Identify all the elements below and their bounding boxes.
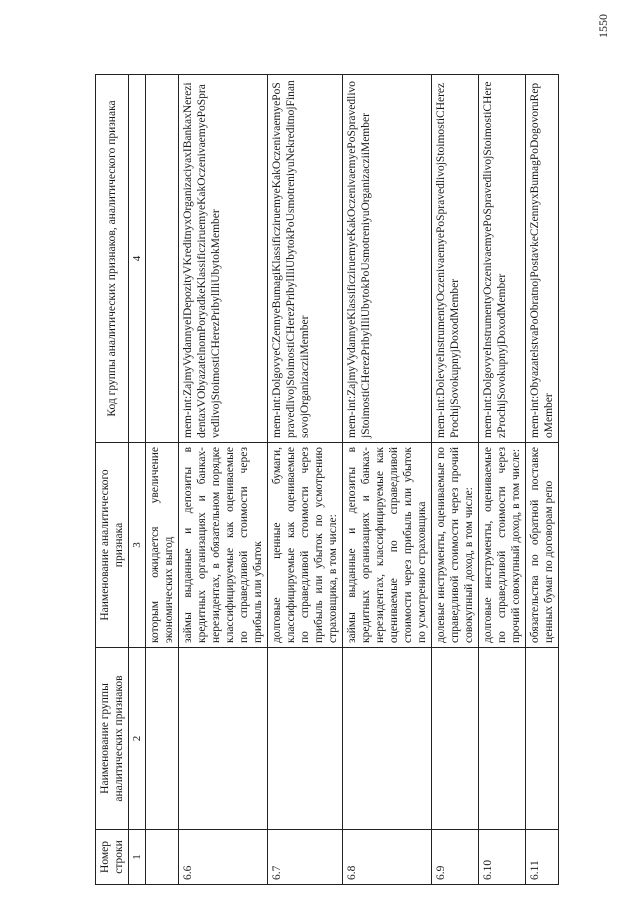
group-name-cell — [268, 648, 343, 830]
table-row — [146, 75, 179, 885]
group-name-cell — [432, 648, 479, 830]
feature-name-cell: долговые ценные бумаги, классифицируемые как оцениваемые по справедливой стоимости через прибыль или убыток по усмотрению страховщика, в том числе: — [268, 443, 343, 648]
row-number-cell: 6.8 — [343, 830, 432, 885]
code-cell: mem-int:DolgovyeInstrumentyOczenivaemyePoSpravedlivojStoimostiCHerezProchijSovokupnyjDoxodMember — [479, 75, 526, 443]
page-number: 1550 — [596, 14, 610, 38]
column-numbers-row — [129, 75, 146, 885]
feature-name-cell: которым ожидается увеличение экономических выгод — [146, 443, 179, 648]
group-name-cell — [146, 648, 179, 830]
table-row — [479, 75, 526, 885]
code-cell: mem-int:DolevyeInstrumentyOczenivaemyePoSpravedlivojStoimostiCHerezProchijSovokupnyjDoxodMember — [432, 75, 479, 443]
table-header-row — [96, 75, 129, 885]
column-number: 3 — [129, 443, 146, 648]
group-name-cell — [179, 648, 268, 830]
table-row — [343, 75, 432, 885]
row-number-cell: 6.10 — [479, 830, 526, 885]
feature-name-cell: долевые инструменты, оцениваемые по справедливой стоимости через прочий совокупный доход, в том числе: — [432, 443, 479, 648]
feature-name-cell: долговые инструменты, оцениваемые по справедливой стоимости через прочий совокупный доход, в том числе: — [479, 443, 526, 648]
header-code: Код группы аналитических признаков, аналитического признака — [96, 75, 129, 443]
rotated-table-wrapper — [95, 75, 605, 885]
table-row — [268, 75, 343, 885]
table-row — [179, 75, 268, 885]
row-number-cell: 6.11 — [526, 830, 559, 885]
code-cell: mem-int:ZajmyVydannyeKlassificziruemyeKakOczenivaemyePoSpravedlivojStoimostiCHerezPribylIliUbytokPoUsmotreniyuOrganizacziiMember — [343, 75, 432, 443]
row-number-cell — [146, 830, 179, 885]
header-feature-name: Наименование аналитического признака — [96, 443, 129, 648]
column-number: 4 — [129, 75, 146, 443]
code-cell — [146, 75, 179, 443]
analytic-features-table — [95, 74, 559, 885]
row-number-cell: 6.6 — [179, 830, 268, 885]
header-row-number: Номер строки — [96, 830, 129, 885]
group-name-cell — [526, 648, 559, 830]
group-name-cell — [343, 648, 432, 830]
column-number: 1 — [129, 830, 146, 885]
group-name-cell — [479, 648, 526, 830]
row-number-cell: 6.7 — [268, 830, 343, 885]
table-row — [432, 75, 479, 885]
column-number: 2 — [129, 648, 146, 830]
header-group-name: Наименование группы аналитических признаков — [96, 648, 129, 830]
feature-name-cell: займы выданные и депозиты в кредитных организациях и банках-нерезидентах, в обязательном порядке классифицируемые как оцениваемые по справедливой стоимости через прибыль или убыток — [179, 443, 268, 648]
table-row — [526, 75, 559, 885]
feature-name-cell: займы выданные и депозиты в кредитных организациях и банках-нерезидентах, классифицируемые как оцениваемые по справедливой стоимости через прибыль или убыток по усмотрению страховщика — [343, 443, 432, 648]
row-number-cell: 6.9 — [432, 830, 479, 885]
feature-name-cell: обязательства по обратной поставке ценных бумаг по договорам репо — [526, 443, 559, 648]
code-cell: mem-int:DolgovyeCZennyeBumagiKlassificziruemyeKakOczenivaemyePoSpravedlivojStoimostiCHerezPribylIliUbytokPoUsmotreniyuNekreditnojFinansovojOrganizacziiMember — [268, 75, 343, 443]
code-cell: mem-int:ZajmyVydannyeIDepozityVKreditnyxOrganizaciyaxIBankaxNerezidentaxVObyazatelnomPoryadkeKlassificziruemyeKakOczenivaemyePoSpravedlivojStoimostiCHerezPribylIliUbytokMember — [179, 75, 268, 443]
code-cell: mem-int:ObyazatelstvaPoObratnojPostavkeCZennyxBumagPoDogovoruRepoMember — [526, 75, 559, 443]
